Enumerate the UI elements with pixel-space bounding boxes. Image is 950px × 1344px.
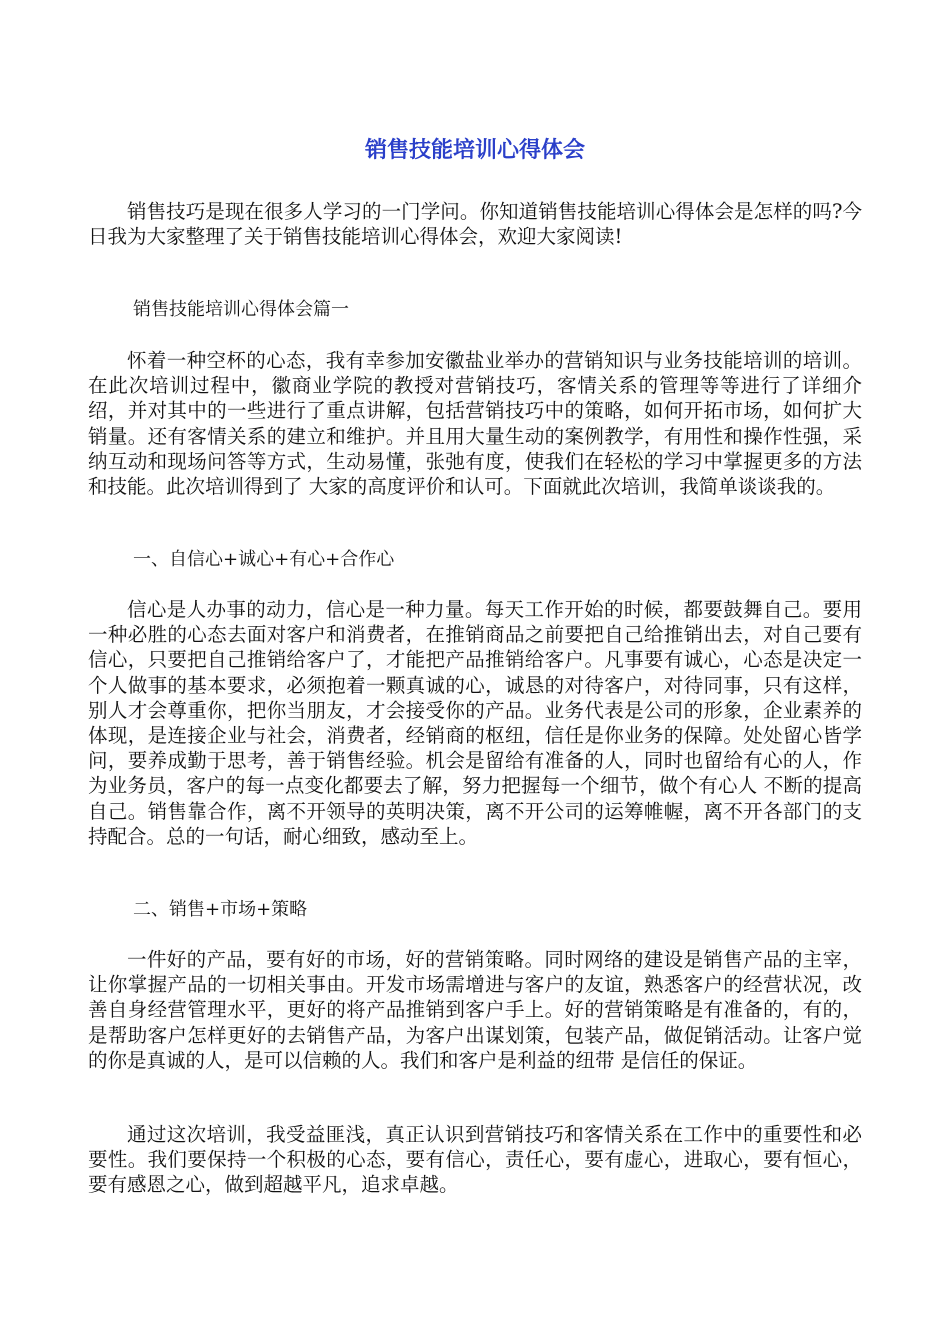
document-title: 销售技能培训心得体会	[364, 138, 585, 163]
intro-paragraph: 销售技巧是现在很多人学习的一门学问。你知道销售技能培训心得体会是怎样的吗?今日我为大家整理了关于销售技能培训心得体会，欢迎大家阅读!	[88, 200, 862, 249]
body-paragraph-3: 一件好的产品，要有好的市场，好的营销策略。同时网络的建设是销售产品的主宰，让你掌握产品的一切相关事由。开发市场需增进与客户的友谊，熟悉客户的经营状况，改善自身经营管理水平，更好的将产品推销到客户手上。好的营销策略是有准备的，有的，是帮助客户怎样更好的去销售产品，为客户出谋划策，包装产品，做促销活动。让客户觉的你是真诚的人，是可以信赖的人。我们和客户是利益的纽带 是信任的保证。	[88, 948, 862, 1072]
subheading-1: 一、自信心+诚心+有心+合作心	[133, 549, 395, 570]
subheading-2: 二、销售+市场+策略	[133, 899, 308, 920]
body-paragraph-1: 怀着一种空杯的心态，我有幸参加安徽盐业举办的营销知识与业务技能培训的培训。在此次培训过程中，徽商业学院的教授对营销技巧，客情关系的管理等等进行了详细介绍，并对其中的一些进行了重点讲解，包括营销技巧中的策略，如何开拓市场，如何扩大销量。还有客情关系的建立和维护。并且用大量生动的案例教学，有用性和操作性强，采纳互动和现场问答等方式，生动易懂，张弛有度，使我们在轻松的学习中掌握更多的方法和技能。此次培训得到了 大家的高度评价和认可。下面就此次培训，我简单谈谈我的。	[88, 349, 862, 499]
body-paragraph-2: 信心是人办事的动力，信心是一种力量。每天工作开始的时候，都要鼓舞自己。要用一种必胜的心态去面对客户和消费者，在推销商品之前要把自己给推销出去，对自己要有信心，只要把自己推销给客户了，才能把产品推销给客户。凡事要有诚心，心态是决定一个人做事的基本要求，必须抱着一颗真诚的心，诚恳的对待客户，对待同事，只有这样，别人才会尊重你，把你当朋友，才会接受你的产品。业务代表是公司的形象，企业素养的体现，是连接企业与社会，消费者，经销商的枢纽，信任是你业务的保障。处处留心皆学问，要养成勤于思考，善于销售经验。机会是留给有准备的人，同时也留给有心的人，作为业务员，客户的每一点变化都要去了解，努力把握每一个细节，做个有心人 不断的提高自己。销售靠合作，离不开领导的英明决策，离不开公司的运筹帷幄，离不开各部门的支持配合。总的一句话，耐心细致，感动至上。	[88, 598, 862, 848]
section-title: 销售技能培训心得体会篇一	[133, 299, 349, 320]
body-paragraph-4: 通过这次培训，我受益匪浅，真正认识到营销技巧和客情关系在工作中的重要性和必要性。我们要保持一个积极的心态，要有信心，责任心，要有虚心，进取心，要有恒心，要有感恩之心，做到超越平凡，追求卓越。	[88, 1123, 862, 1197]
